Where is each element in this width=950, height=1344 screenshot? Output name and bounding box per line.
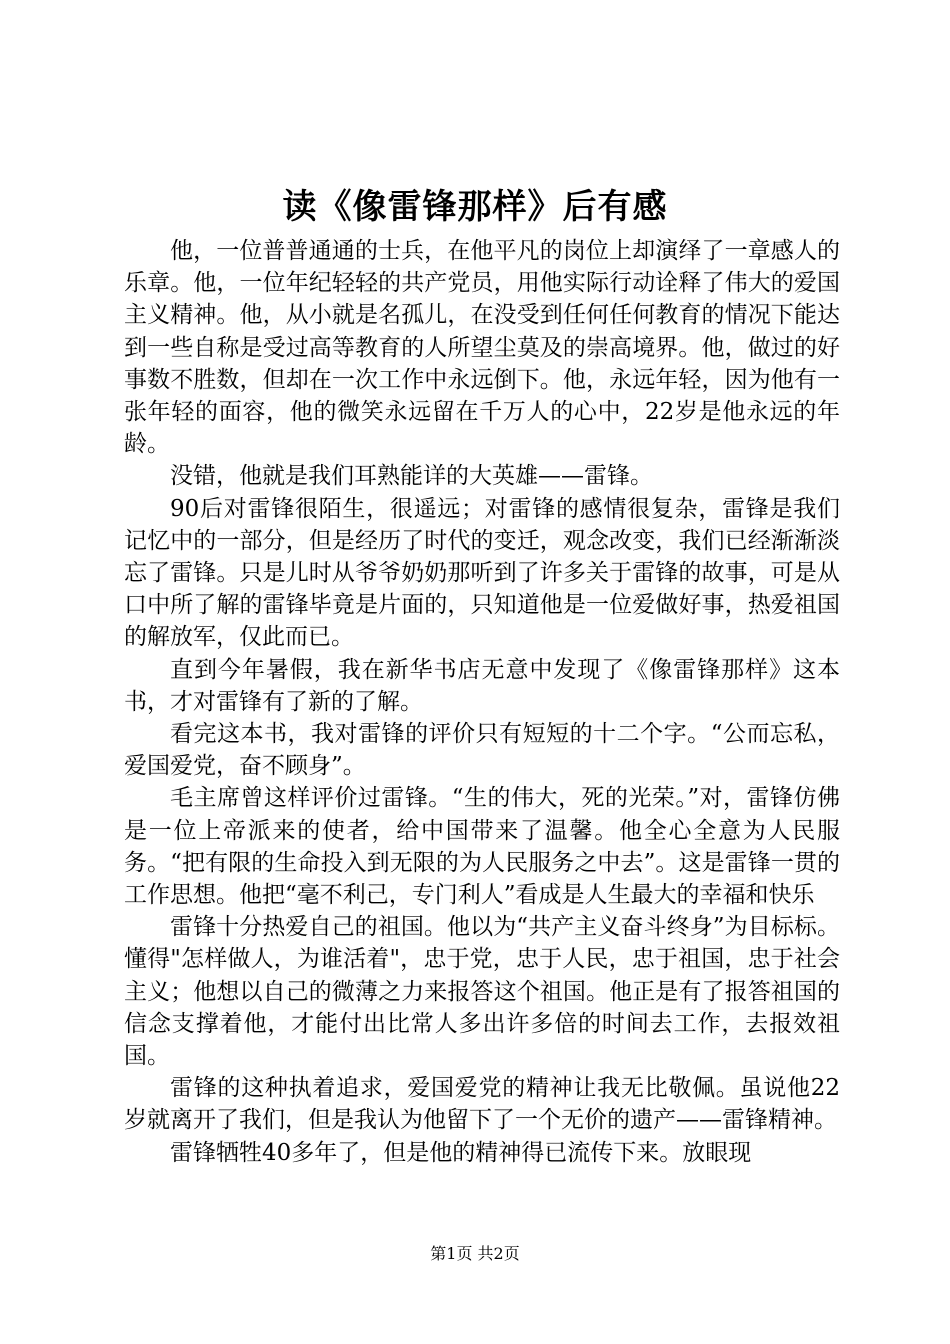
- paragraph: 雷锋牺牲40多年了，但是他的精神得已流传下来。放眼现: [170, 1139, 752, 1166]
- paragraph: 90后对雷锋很陌生，很遥远；对雷锋的感情很复杂，雷锋是我们记忆中的一部分，但是经历了时代的变迁，观念改变，我们已经渐渐淡忘了雷锋。只是儿时从爷爷奶奶那听到了许多关于雷锋的故事，可是从口中所了解的雷锋毕竟是片面的，只知道他是一位爱做好事，热爱祖国的解放军，仅此而已。: [124, 495, 840, 651]
- paragraph: 毛主席曾这样评价过雷锋。“生的伟大，死的光荣。”对，雷锋仿佛是一位上帝派来的使者，给中国带来了温馨。他全心全意为人民服务。“把有限的生命投入到无限的为人民服务之中去”。这是雷锋一贯的工作思想。他把“毫不利己，专门利人”看成是人生最大的幸福和快乐: [124, 785, 840, 909]
- document-title: 读《像雷锋那样》后有感: [282, 187, 668, 227]
- paragraph: 雷锋十分热爱自己的祖国。他以为“共产主义奋斗终身”为目标标。懂得"怎样做人，为谁活着"，忠于党，忠于人民，忠于祖国，忠于社会主义；他想以自己的微薄之力来报答这个祖国。他正是有了报答祖国的信念支撑着他，才能付出比常人多出许多倍的时间去工作，去报效祖国。: [124, 914, 840, 1070]
- document-body: [124, 235, 840, 1169]
- paragraph: 看完这本书，我对雷锋的评价只有短短的十二个字。“公而忘私，爱国爱党，奋不顾身”。: [124, 721, 840, 780]
- paragraph: 直到今年暑假，我在新华书店无意中发现了《像雷锋那样》这本书，才对雷锋有了新的了解。: [124, 656, 840, 715]
- page-footer: 第1页 共2页: [430, 1244, 520, 1263]
- paragraph: 雷锋的这种执着追求，爱国爱党的精神让我无比敬佩。虽说他22岁就离开了我们，但是我认为他留下了一个无价的遗产——雷锋精神。: [124, 1075, 840, 1134]
- paragraph: 没错，他就是我们耳熟能详的大英雄——雷锋。: [170, 463, 653, 490]
- paragraph: 他，一位普普通通的士兵，在他平凡的岗位上却演绎了一章感人的乐章。他，一位年纪轻轻的共产党员，用他实际行动诠释了伟大的爱国主义精神。他，从小就是名孤儿，在没受到任何任何教育的情况下能达到一些自称是受过高等教育的人所望尘莫及的崇高境界。他，做过的好事数不胜数，但却在一次工作中永远倒下。他，永远年轻，因为他有一张年轻的面容，他的微笑永远留在千万人的心中，22岁是他永远的年龄。: [124, 238, 840, 458]
